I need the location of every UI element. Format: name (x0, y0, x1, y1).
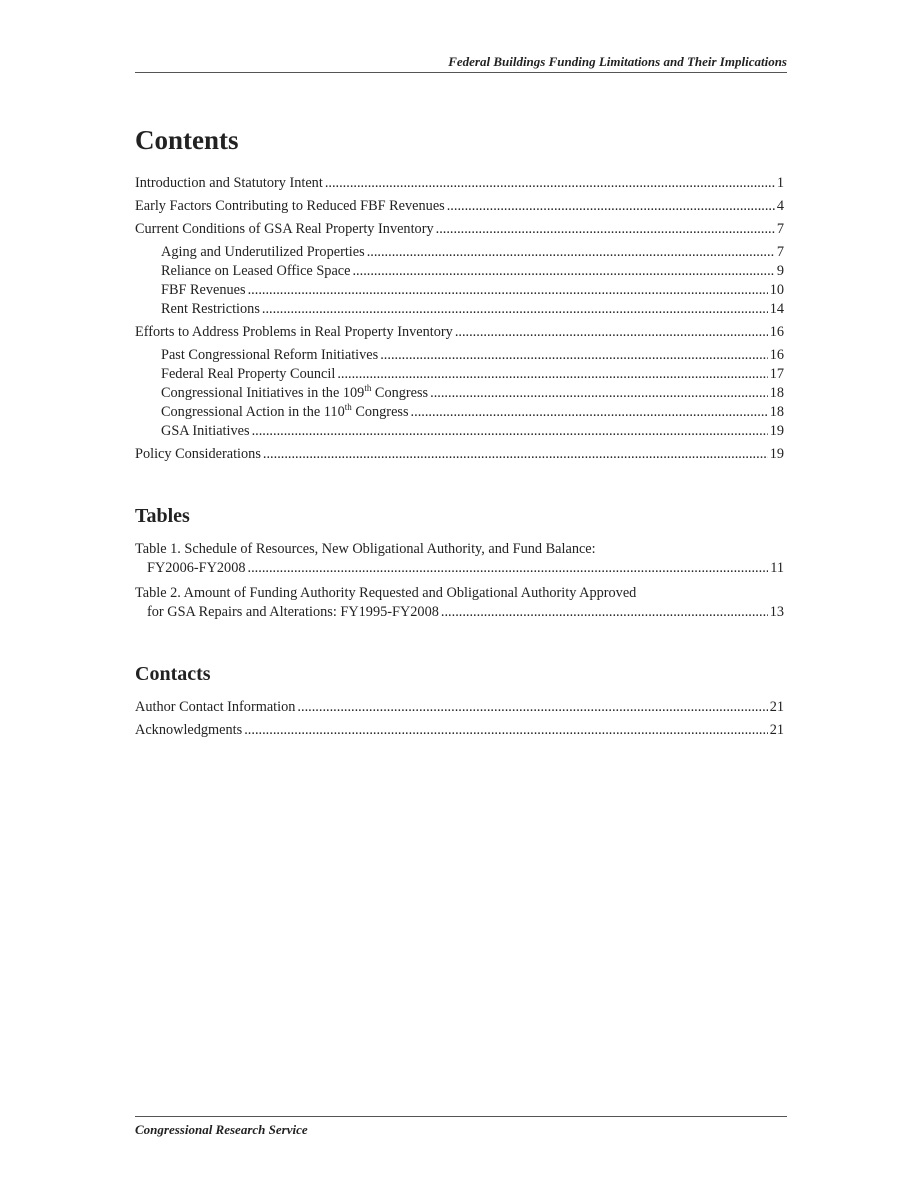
dot-leader (337, 365, 767, 384)
contact-entry-label: Acknowledgments (135, 722, 243, 739)
toc-entry-page: 16 (769, 347, 784, 364)
table-of-contents (135, 124, 784, 744)
toc-entry-page: 4 (776, 198, 784, 215)
contact-entry[interactable] (135, 721, 784, 740)
contact-entry-page: 21 (769, 699, 784, 716)
dot-leader (252, 422, 768, 441)
toc-entry[interactable] (135, 197, 784, 216)
toc-subentry[interactable] (135, 262, 784, 281)
toc-entry[interactable] (135, 323, 784, 342)
contact-entry[interactable] (135, 698, 784, 717)
toc-subentry[interactable] (135, 365, 784, 384)
dot-leader (297, 698, 767, 717)
toc-entry-page: 7 (776, 221, 784, 238)
table-entry-page: 11 (770, 560, 784, 577)
toc-subentry[interactable] (135, 384, 784, 403)
toc-entry-label: Federal Real Property Council (161, 366, 336, 383)
dot-leader (352, 262, 774, 281)
dot-leader (455, 323, 768, 342)
dot-leader (430, 384, 768, 403)
toc-subentry[interactable] (135, 422, 784, 441)
toc-entry-page: 18 (769, 385, 784, 402)
toc-entry[interactable] (135, 220, 784, 239)
dot-leader (380, 346, 767, 365)
toc-entry[interactable] (135, 174, 784, 193)
toc-subentry[interactable] (135, 281, 784, 300)
toc-entry-label: Policy Considerations (135, 446, 261, 463)
toc-entry[interactable] (135, 445, 784, 464)
table-entry-label-cont: FY2006-FY2008 (147, 560, 246, 577)
contact-entry-page: 21 (769, 722, 784, 739)
toc-subentry[interactable] (135, 346, 784, 365)
dot-leader (244, 721, 767, 740)
toc-entry-page: 9 (776, 263, 784, 280)
toc-entry-label: FBF Revenues (161, 282, 246, 299)
dot-leader (436, 220, 775, 239)
toc-entry-label: Reliance on Leased Office Space (161, 263, 351, 280)
toc-entry-page: 16 (769, 324, 784, 341)
toc-entry-label: Aging and Underutilized Properties (161, 244, 365, 261)
dot-leader (447, 197, 775, 216)
dot-leader (248, 281, 768, 300)
toc-entry-label: Early Factors Contributing to Reduced FBF Revenues (135, 198, 445, 215)
contact-entry-label: Author Contact Information (135, 699, 296, 716)
toc-entry-label: Efforts to Address Problems in Real Property Inventory (135, 324, 453, 341)
dot-leader (325, 174, 775, 193)
toc-subentry[interactable] (135, 300, 784, 319)
toc-subentry[interactable] (135, 403, 784, 422)
table-entry-label: Table 2. Amount of Funding Authority Requested and Obligational Authority Approved (135, 585, 637, 602)
toc-entry-page: 1 (776, 175, 784, 192)
tables-title: Tables (135, 505, 190, 528)
running-header: Federal Buildings Funding Limitations and Their Implications (135, 54, 787, 73)
toc-entry-label: GSA Initiatives (161, 423, 250, 440)
toc-entry-page: 19 (769, 423, 784, 440)
toc-entry-label: Introduction and Statutory Intent (135, 175, 323, 192)
toc-entry-label: Rent Restrictions (161, 301, 260, 318)
running-footer: Congressional Research Service (135, 1116, 787, 1138)
table-entry-label: Table 1. Schedule of Resources, New Obligational Authority, and Fund Balance: (135, 541, 596, 558)
toc-entry-label: Congressional Action in the 110th Congress (161, 402, 409, 421)
toc-entry-page: 17 (769, 366, 784, 383)
toc-subentry[interactable] (135, 243, 784, 262)
dot-leader (411, 403, 768, 422)
toc-entry-label: Current Conditions of GSA Real Property Inventory (135, 221, 434, 238)
dot-leader (248, 559, 769, 578)
toc-entry-label: Congressional Initiatives in the 109th Congress (161, 383, 429, 402)
dot-leader (441, 603, 768, 622)
toc-entry-page: 19 (769, 446, 784, 463)
dot-leader (367, 243, 775, 262)
table-entry[interactable] (135, 540, 784, 578)
contacts-title: Contacts (135, 663, 211, 686)
toc-entry-page: 7 (776, 244, 784, 261)
contents-title: Contents (135, 125, 239, 155)
table-entry[interactable] (135, 584, 784, 622)
table-entry-label-cont: for GSA Repairs and Alterations: FY1995-FY2008 (147, 604, 439, 621)
toc-entry-page: 18 (769, 404, 784, 421)
toc-entry-page: 10 (769, 282, 784, 299)
toc-entry-label: Past Congressional Reform Initiatives (161, 347, 379, 364)
toc-entry-page: 14 (769, 301, 784, 318)
dot-leader (262, 300, 768, 319)
dot-leader (263, 445, 768, 464)
table-entry-page: 13 (769, 604, 784, 621)
